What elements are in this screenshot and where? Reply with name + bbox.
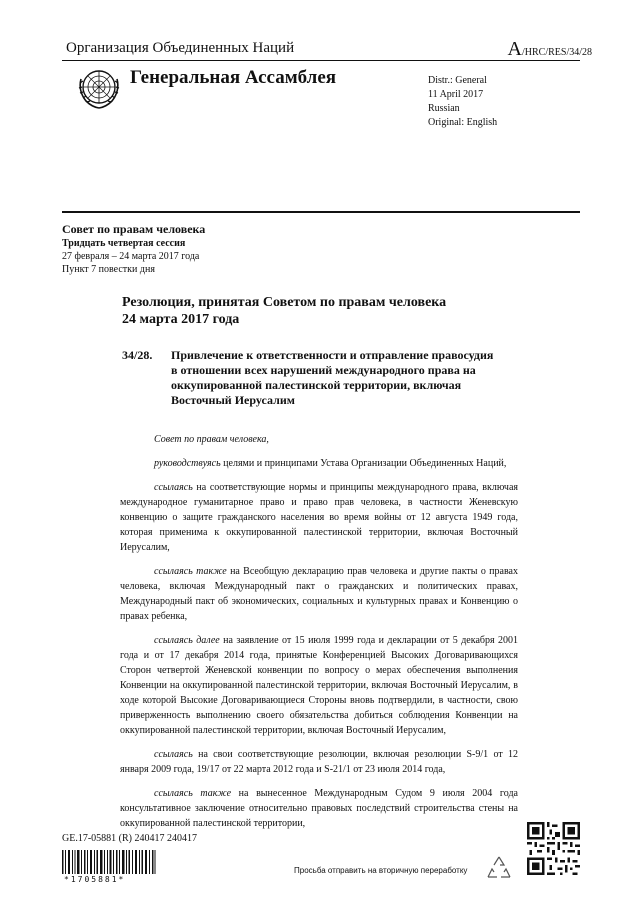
agenda-item: Пункт 7 повестки дня	[62, 264, 155, 275]
resolution-title-line2: 24 марта 2017 года	[122, 312, 240, 327]
paragraph-lead: Совет по правам человека,	[154, 434, 269, 445]
resolution-title	[122, 294, 446, 328]
resolution-title-line1: Резолюция, принятая Советом по правам человека	[122, 295, 447, 310]
paragraph-text: на свои соответствующие резолюции, включая резолюции S-9/1 от 12 января 2009 года, 19/17 от 22 марта 2012 года и S-21/1 от 23 июля 2014 года,	[120, 749, 518, 775]
paragraph-text: целями и принципами Устава Организации Объединенных Наций,	[220, 458, 507, 469]
paragraph-lead: ссылаясь также	[154, 566, 227, 577]
un-emblem-icon	[76, 65, 122, 111]
session-name: Тридцать четвертая сессия	[62, 238, 186, 249]
barcode-icon	[62, 850, 156, 874]
preamble-paragraph	[120, 480, 518, 555]
paragraph-text: на заявление от 15 июля 1999 года и декларации от 5 декабря 2001 года и от 17 декабря 2014 года, принятые Конференцией Высоких Договаривающихся Сторон четвертой Женевской конвенции по вопросу о мерах обеспечения выполнения Конвенции на оккупированной палестинской территории, включая Восточный Иерусалим, в ходе которой Высокие Договаривающиеся Стороны вновь подтвердили, в частности, свою приверженность выполнению своего обязательства добиться соблюдения Конвенции на оккупированной палестинской территории, включая Восточный Иерусалим,	[120, 635, 518, 736]
resolution-body	[120, 432, 518, 840]
job-number: GE.17-05881 (R) 240417 240417	[62, 833, 197, 844]
language: Russian	[428, 103, 460, 114]
resolution-number: 34/28.	[122, 348, 153, 362]
barcode-number: *1705881*	[64, 875, 126, 884]
paragraph-text: на соответствующие нормы и принципы международного права, включая международное гуманитарное право и право прав человека, в частности Женевскую конвенцию о защите гражданского населения во время войны от 12 августа 1949 года, которая применима к оккупированной палестинской территории, включая Восточный Иерусалим,	[120, 482, 518, 553]
session-dates: 27 февраля – 24 марта 2017 года	[62, 251, 200, 262]
original-language: Original: English	[428, 117, 498, 128]
distribution: Distr.: General	[428, 75, 487, 86]
paragraph-lead: ссылаясь	[154, 749, 193, 760]
preamble-paragraph	[120, 432, 518, 447]
top-rule	[62, 60, 580, 61]
recycle-note: Просьба отправить на вторичную переработку	[294, 866, 468, 875]
preamble-paragraph	[120, 456, 518, 471]
general-assembly-title: Генеральная Ассамблея	[130, 67, 337, 88]
preamble-paragraph	[120, 633, 518, 738]
council-name: Совет по правам человека	[62, 222, 206, 236]
symbol-code: /HRC/RES/34/28	[521, 47, 592, 58]
qr-code-icon	[527, 822, 580, 875]
paragraph-lead: руководствуясь	[154, 458, 221, 469]
symbol-letter: A	[507, 38, 522, 60]
section-rule	[62, 211, 580, 213]
paragraph-lead: ссылаясь	[154, 482, 193, 493]
paragraph-lead: ссылаясь также	[154, 788, 232, 799]
preamble-paragraph	[120, 786, 518, 831]
preamble-paragraph	[120, 747, 518, 777]
document-symbol	[508, 38, 592, 61]
paragraph-lead: ссылаясь далее	[154, 635, 220, 646]
distribution-block	[428, 74, 497, 130]
organization-name: Организация Объединенных Наций	[66, 40, 295, 56]
resolution-name: Привлечение к ответственности и отправление правосудия в отношении всех нарушений международного права на оккупированной палестинской территории, включая Восточный Иерусалим	[171, 348, 494, 407]
issue-date: 11 April 2017	[428, 89, 484, 100]
paragraph-text: на вынесенное Международным Судом 9 июля 2004 года консультативное заключение относительно правовых последствий строительства стены на оккупированной палестинской территории,	[120, 788, 518, 829]
paragraph-text: на Всеобщую декларацию прав человека и другие пакты о правах человека, включая Международный пакт о гражданских и политических правах, Международный пакт об экономических, социальных и культурных правах и Конвенцию о правах ребенка,	[120, 566, 518, 622]
recycle-icon	[484, 855, 514, 881]
preamble-paragraph	[120, 564, 518, 624]
